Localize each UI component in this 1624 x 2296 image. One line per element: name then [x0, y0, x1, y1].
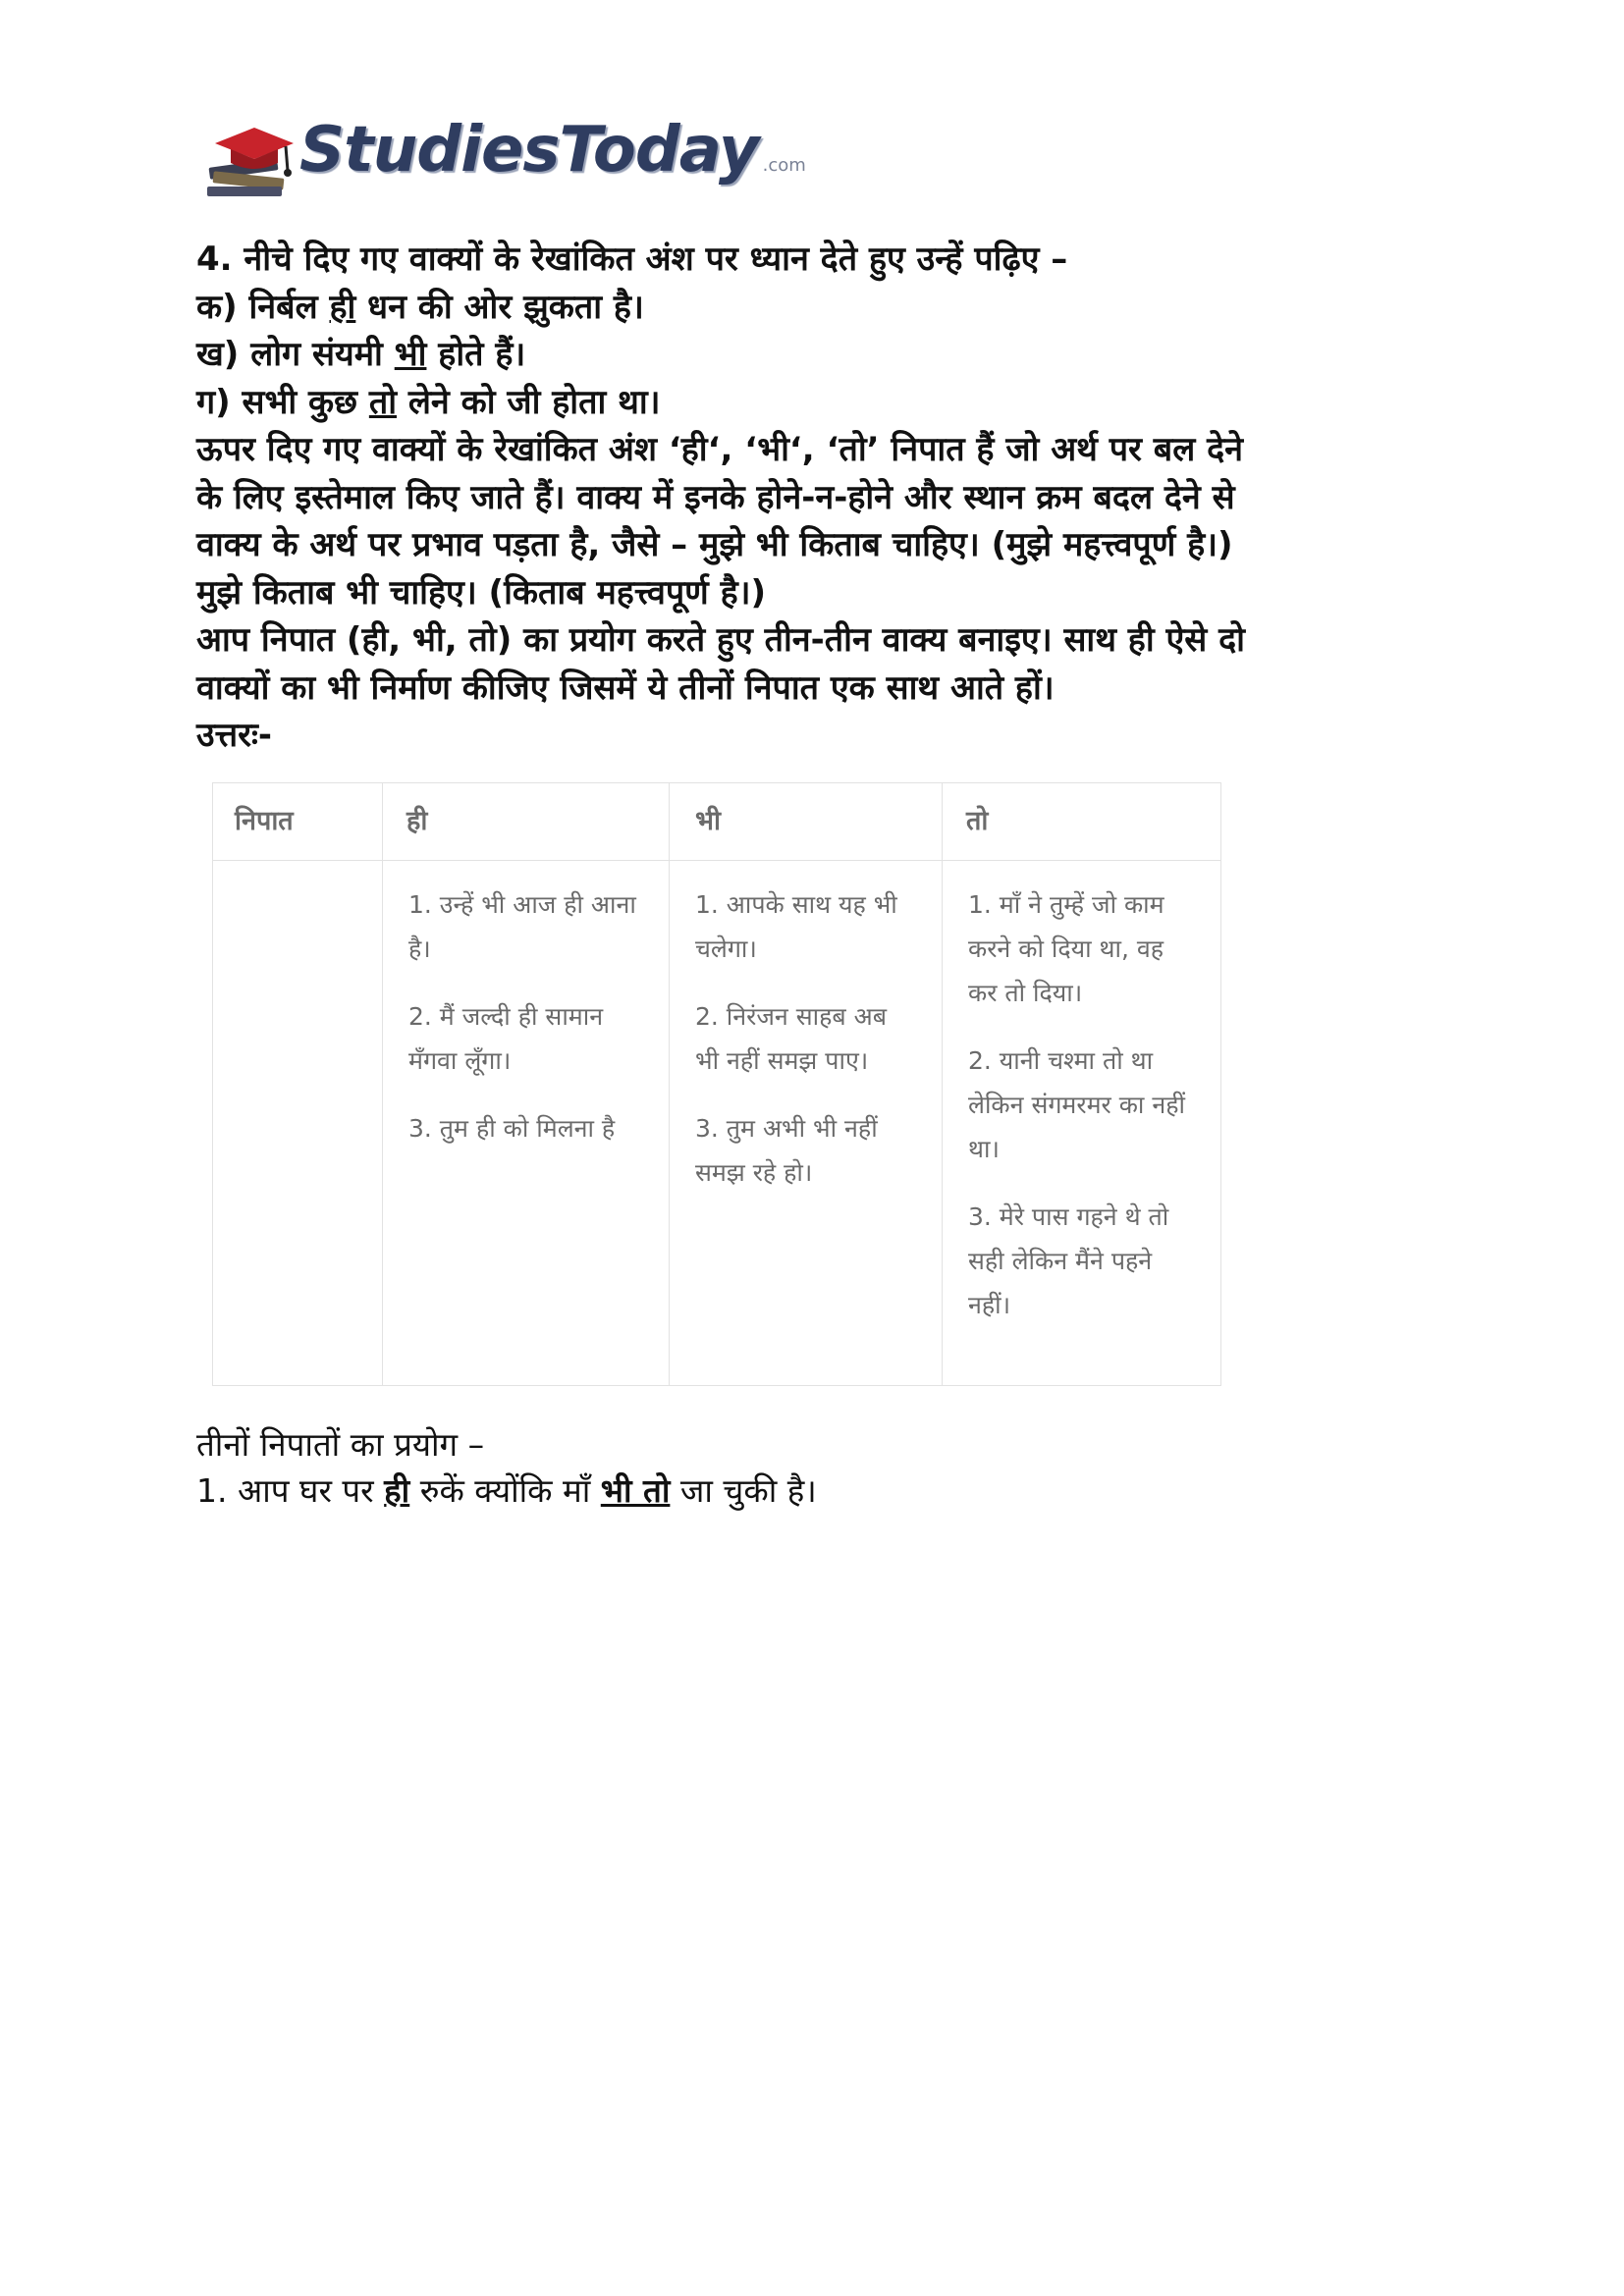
table-header-hi: ही — [406, 806, 428, 836]
answer-label: उत्तरः- — [196, 716, 273, 755]
table-cell-to — [943, 861, 1220, 1385]
example-b: ख) लोग संयमी भी होते हैं। — [196, 335, 526, 374]
example-a: क) निर्बल ही धन की ओर झुकता है। — [196, 287, 644, 327]
list-item: 3. तुम ही को मिलना है — [408, 1114, 616, 1143]
table-row — [213, 861, 1220, 1385]
answer-block — [196, 1421, 1443, 1514]
explanation-line-1: ऊपर दिए गए वाक्यों के रेखांकित अंश ‘ही‘, ‘भी‘, ‘तो’ निपात हैं जो अर्थ पर बल देने — [196, 430, 1244, 469]
table-header-row — [213, 783, 1220, 861]
list-item: 3. तुम अभी भी नहीं समझ रहे हो। — [695, 1114, 878, 1187]
example-c: ग) सभी कुछ तो लेने को जी होता था। — [196, 382, 661, 422]
list-item: 2. यानी चश्मा तो था लेकिन संगमरमर का नहीं था। — [968, 1046, 1185, 1163]
graduation-cap-books-icon — [201, 106, 299, 204]
instruction-line-1: आप निपात (ही, भी, तो) का प्रयोग करते हुए तीन-तीन वाक्य बनाइए। साथ ही ऐसे दो — [196, 620, 1245, 660]
list-item: 2. मैं जल्दी ही सामान मँगवा लूँगा। — [408, 1002, 604, 1075]
answer-heading: तीनों निपातों का प्रयोग – — [196, 1425, 485, 1464]
table-header-nipat: निपात — [235, 806, 294, 836]
instruction-line-2: वाक्यों का भी निर्माण कीजिए जिसमें ये तीनों निपात एक साथ आते हों। — [196, 667, 1055, 708]
logo-wordmark: StudiesToday .com — [299, 114, 806, 187]
list-item: 2. निरंजन साहब अब भी नहीं समझ पाए। — [695, 1002, 887, 1075]
question-title: 4. नीचे दिए गए वाक्यों के रेखांकित अंश पर ध्यान देते हुए उन्हें पढ़िए – — [196, 240, 1068, 279]
table-cell-hi — [383, 861, 670, 1385]
nipat-table — [212, 782, 1221, 1386]
explanation-line-2: के लिए इस्तेमाल किए जाते हैं। वाक्य में इनके होने-न-होने और स्थान क्रम बदल देने से — [196, 477, 1235, 517]
list-item: 1. उन्हें भी आज ही आना है। — [408, 890, 636, 963]
studiestoday-logo — [201, 106, 806, 204]
table-header-bhi: भी — [695, 806, 721, 836]
list-item: 1. माँ ने तुम्हें जो काम करने को दिया था, वह कर तो दिया। — [968, 890, 1164, 1007]
explanation-line-4: मुझे किताब भी चाहिए। (किताब महत्त्वपूर्ण है।) — [196, 572, 767, 613]
question-block — [196, 236, 1443, 760]
answer-sentence-1: 1. आप घर पर ही रुकें क्योंकि माँ भी तो जा चुकी है। — [196, 1471, 817, 1510]
table-cell-bhi — [670, 861, 943, 1385]
list-item: 3. मेरे पास गहने थे तो सही लेकिन मैंने पहने नहीं। — [968, 1202, 1169, 1319]
explanation-line-3: वाक्य के अर्थ पर प्रभाव पड़ता है, जैसे – मुझे भी किताब चाहिए। (मुझे महत्त्वपूर्ण है।) — [196, 525, 1233, 564]
table-header-to: तो — [966, 806, 989, 836]
list-item: 1. आपके साथ यह भी चलेगा। — [695, 890, 897, 963]
table-cell-empty — [213, 861, 383, 1385]
